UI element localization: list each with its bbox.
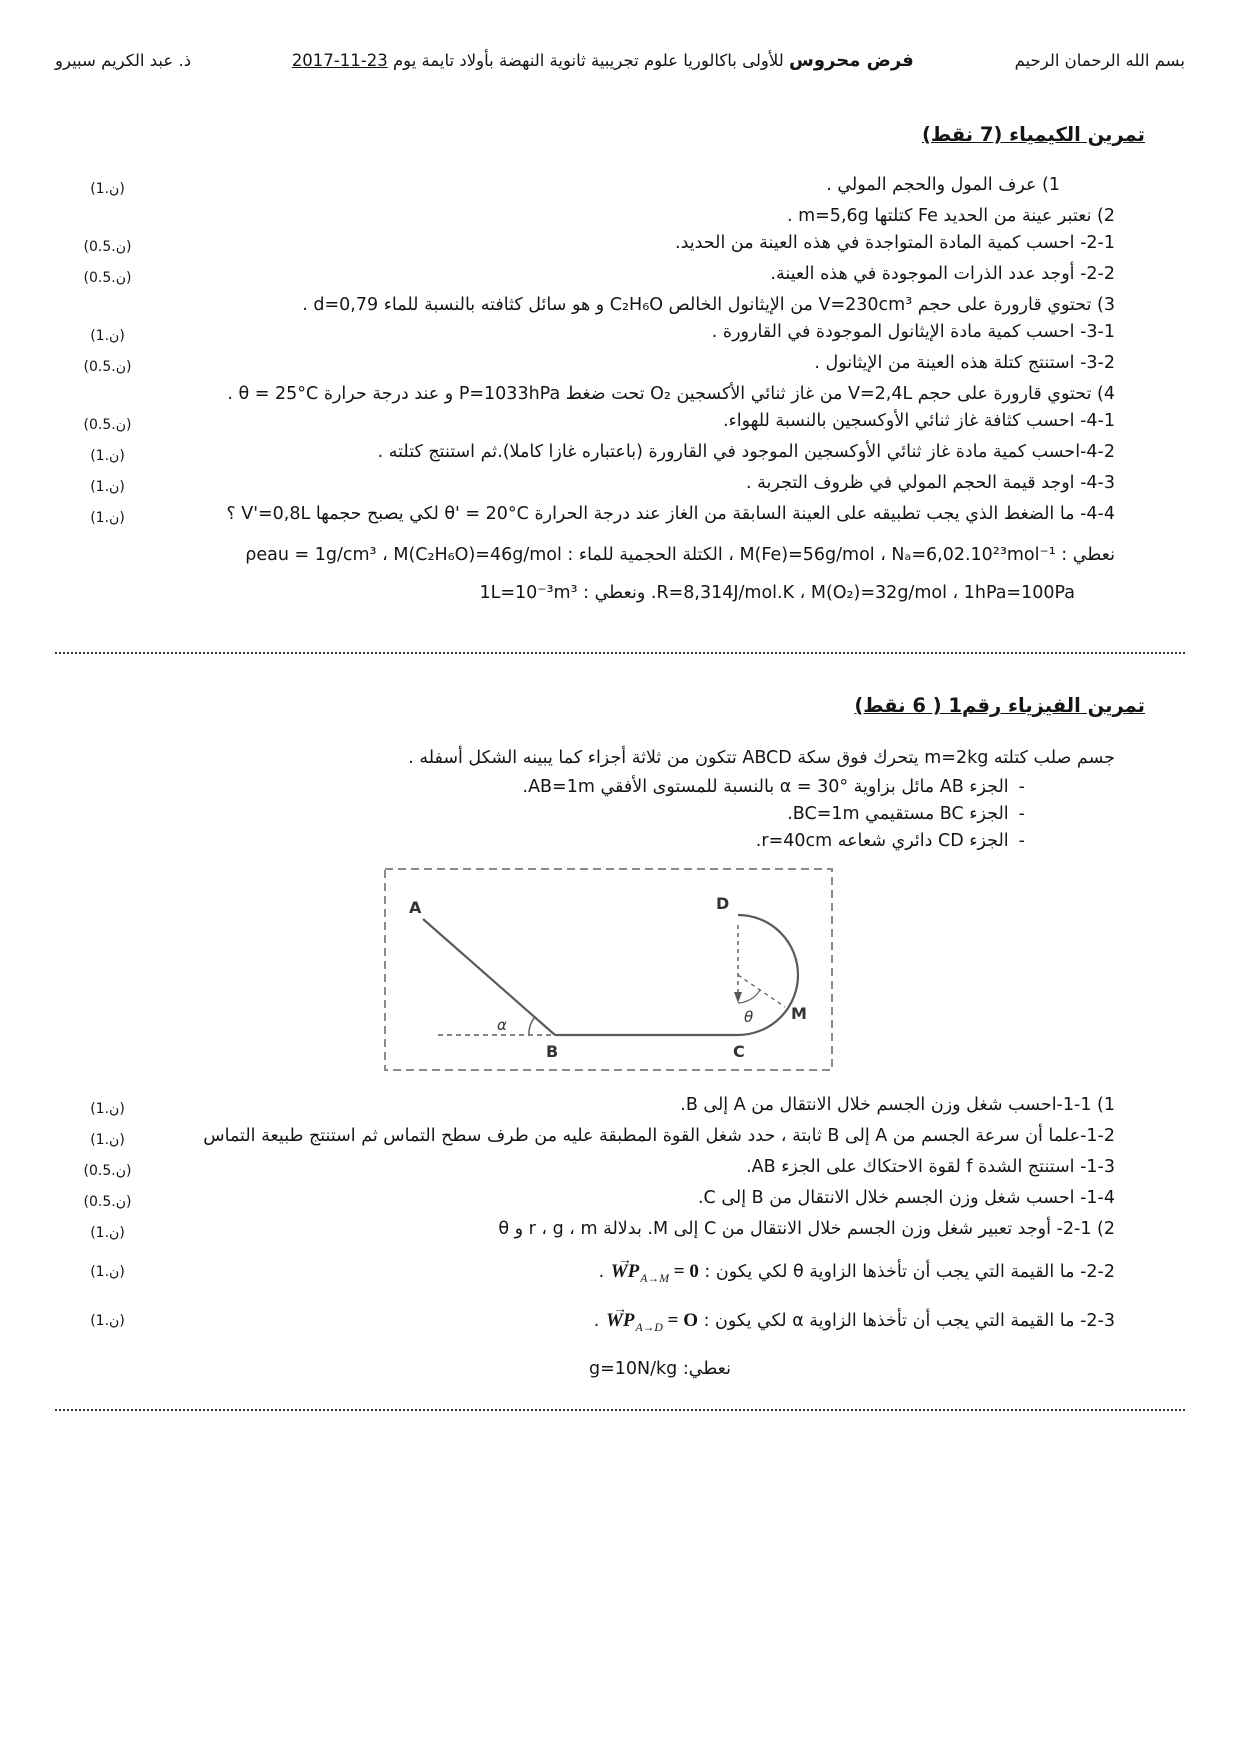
down-arrowhead [734, 992, 742, 1003]
chemistry-questions [55, 172, 1185, 608]
question-row [55, 350, 1115, 381]
dotted-separator [55, 1409, 1185, 1411]
question-text: 2) نعتبر عينة من الحديد Fe كتلتها m=5,6g . [786, 206, 1115, 226]
question-text: 4-3- اوجد قيمة الحجم المولي في ظروف التجربة . [746, 473, 1115, 493]
alpha-label: α [497, 1016, 507, 1034]
list-item [55, 774, 1115, 801]
question-row [55, 501, 1115, 532]
question-text: 2-2- أوجد عدد الذرات الموجودة في هذه العينة. [770, 264, 1115, 284]
question-text: 1-4- احسب شغل وزن الجسم خلال الانتقال من B إلى C. [697, 1188, 1115, 1208]
question-row [55, 319, 1115, 350]
work-weight-formula [605, 1309, 699, 1334]
track-figure [383, 867, 835, 1078]
question-row [55, 408, 1115, 439]
chemistry-givens-line2: R=8,314J/mol.K ، M(O₂)=32g/mol ، 1hPa=100Pa. ونعطي : 1L=10⁻³m³ [479, 583, 1075, 603]
question-row [55, 1185, 1115, 1216]
formula-subscript: A→M [640, 1271, 670, 1285]
bullet-text: الجزء CD دائري شعاعه r=40cm. [755, 831, 1009, 851]
point-label-C: C [733, 1042, 745, 1061]
question-text: 3-1- احسب كمية مادة الإيثانول الموجودة في القارورة . [711, 322, 1115, 342]
exam-title-bold: فرض محروس [789, 50, 914, 71]
question-text-after: . [598, 1262, 605, 1282]
chemistry-givens-line1: نعطي : M(Fe)=56g/mol ، Nₐ=6,02.10²³mol⁻¹ ، الكتلة الحجمية للماء : ρeau = 1g/cm³ ، M(C₂H₆O)=46g/mol [245, 545, 1115, 565]
question-text-before: 2-3- ما القيمة التي يجب أن تأخذها الزاوية α لكي يكون : [703, 1310, 1115, 1331]
mark-badge [55, 292, 160, 296]
question-row [55, 1304, 1115, 1345]
mark-badge [55, 203, 160, 207]
question-row [55, 261, 1115, 292]
bismillah-text: بسم الله الرحمان الرحيم [1014, 51, 1185, 70]
question-row [55, 470, 1115, 501]
mark-badge: (ن.1) [90, 1264, 125, 1280]
mark-badge: (ن.1) [90, 1132, 125, 1148]
teacher-name: ذ. عبد الكريم سبيرو [55, 51, 192, 70]
question-row [55, 172, 1115, 203]
question-row [55, 230, 1115, 261]
question-text: 4-4- ما الضغط الذي يجب تطبيقه على العينة السابقة من الغاز عند درجة الحرارة θ' = 20°C لكي يصبح حجمها V'=0,8L ؟ [226, 504, 1115, 524]
formula-equals: = O [662, 1309, 699, 1331]
mark-badge: (ن.1) [90, 510, 125, 526]
question-row [55, 1123, 1115, 1154]
question-row [55, 1255, 1115, 1296]
mark-badge: (ن.0.5) [83, 239, 132, 255]
dotted-separator [55, 652, 1185, 654]
track-diagram-svg [383, 867, 835, 1073]
point-label-A: A [409, 898, 422, 917]
work-weight-formula [610, 1261, 699, 1285]
question-text [160, 1304, 1115, 1345]
mark-badge: (ن.1) [90, 328, 125, 344]
chemistry-section-title: تمرين الكيمياء (7 نقط) [921, 123, 1145, 146]
list-item [55, 801, 1115, 828]
bullet-dash: - [1018, 831, 1025, 851]
exam-title-rest: للأولى باكالوريا علوم تجريبية ثانوية النهضة بأولاد تايمة يوم [392, 51, 784, 70]
question-text-after: . [593, 1310, 600, 1331]
mark-badge: (ن.0.5) [83, 270, 132, 286]
question-text: 1-3- استنتج الشدة f لقوة الاحتكاك على الجزء AB. [746, 1157, 1115, 1177]
point-label-M: M [791, 1004, 807, 1023]
physics-given: نعطي: g=10N/kg [589, 1358, 731, 1379]
formula-equals: = 0 [669, 1261, 699, 1282]
mark-badge: (ن.0.5) [83, 1194, 132, 1210]
theta-label: θ [744, 1008, 754, 1026]
exam-title [292, 50, 914, 71]
question-row [55, 381, 1115, 408]
mark-badge: (ن.0.5) [83, 359, 132, 375]
bullet-dash: - [1018, 804, 1025, 824]
vector-wp: WP → [605, 1304, 636, 1338]
mark-badge: (ن.1) [90, 479, 125, 495]
point-label-D: D [716, 894, 730, 913]
mark-badge [55, 381, 160, 385]
physics-intro: جسم صلب كتلته m=2kg يتحرك فوق سكة ABCD تتكون من ثلاثة أجزاء كما يبينه الشكل أسفله . [408, 748, 1115, 768]
question-row [55, 1216, 1115, 1247]
question-row [55, 439, 1115, 470]
question-row [55, 203, 1115, 230]
question-text: 1) عرف المول والحجم المولي . [826, 175, 1060, 195]
vector-wp: WP → [610, 1255, 641, 1289]
bullet-text: الجزء BC مستقيمي BC=1m. [787, 804, 1009, 824]
track-parts-list [55, 774, 1115, 855]
point-label-B: B [546, 1042, 559, 1061]
question-text: 3) تحتوي قارورة على حجم V=230cm³ من الإيثانول الخالص C₂H₆O و هو سائل كثافته بالنسبة للماء d=0,79 . [302, 295, 1115, 315]
question-text: 2) 2-1- أوجد تعبير شغل وزن الجسم خلال الانتقال من C إلى M. بدلالة r ، g ، m و θ [498, 1219, 1115, 1239]
question-row [55, 1092, 1115, 1123]
mark-badge: (ن.1) [90, 1101, 125, 1117]
physics-section-title: تمرين الفيزياء رقم1 ( 6 نقط) [854, 694, 1145, 717]
mark-badge: (ن.0.5) [83, 417, 132, 433]
mark-badge: (ن.1) [90, 181, 125, 197]
bullet-dash: - [1018, 777, 1025, 797]
exam-date: 2017-11-23 [291, 51, 388, 70]
question-row [55, 1154, 1115, 1185]
mark-badge: (ن.1) [90, 448, 125, 464]
question-text: 2-1- احسب كمية المادة المتواجدة في هذه العينة من الحديد. [675, 233, 1115, 253]
alpha-angle-arc [529, 1017, 535, 1035]
page-header [55, 50, 1185, 71]
mark-badge: (ن.0.5) [83, 1163, 132, 1179]
formula-subscript: A→D [635, 1320, 663, 1334]
question-text: 1-2-علما أن سرعة الجسم من A إلى B ثابتة ، حدد شغل القوة المطبقة عليه من طرف سطح التماس ثم استنتج طبيعة التماس [203, 1126, 1115, 1146]
question-text: 1) 1-1-احسب شغل وزن الجسم خلال الانتقال من A إلى B. [680, 1095, 1115, 1115]
question-text: 4-1- احسب كثافة غاز ثنائي الأوكسجين بالنسبة للهواء. [722, 411, 1115, 431]
question-text: 4) تحتوي قارورة على حجم V=2,4L من غاز ثنائي الأكسجين O₂ تحت ضغط P=1033hPa و عند درجة حرارة θ = 25°C . [227, 384, 1115, 404]
question-text: 3-2- استنتج كتلة هذه العينة من الإيثانول . [814, 353, 1115, 373]
mark-badge: (ن.1) [90, 1312, 125, 1329]
question-row [55, 292, 1115, 319]
question-text: 4-2-احسب كمية مادة غاز ثنائي الأوكسجين الموجود في القارورة (باعتباره غازا كاملا).ثم استنتج كتلته . [377, 442, 1115, 462]
theta-angle-arc [738, 990, 760, 1003]
figure-border [385, 869, 832, 1070]
question-text-before: 2-2- ما القيمة التي يجب أن تأخذها الزاوية θ لكي يكون : [704, 1262, 1115, 1282]
physics-section [55, 745, 1185, 1379]
bullet-text: الجزء AB مائل بزاوية α = 30° بالنسبة للمستوى الأفقي AB=1m. [522, 777, 1009, 797]
list-item [55, 828, 1115, 855]
mark-badge: (ن.1) [90, 1225, 125, 1241]
question-text [160, 1255, 1115, 1296]
